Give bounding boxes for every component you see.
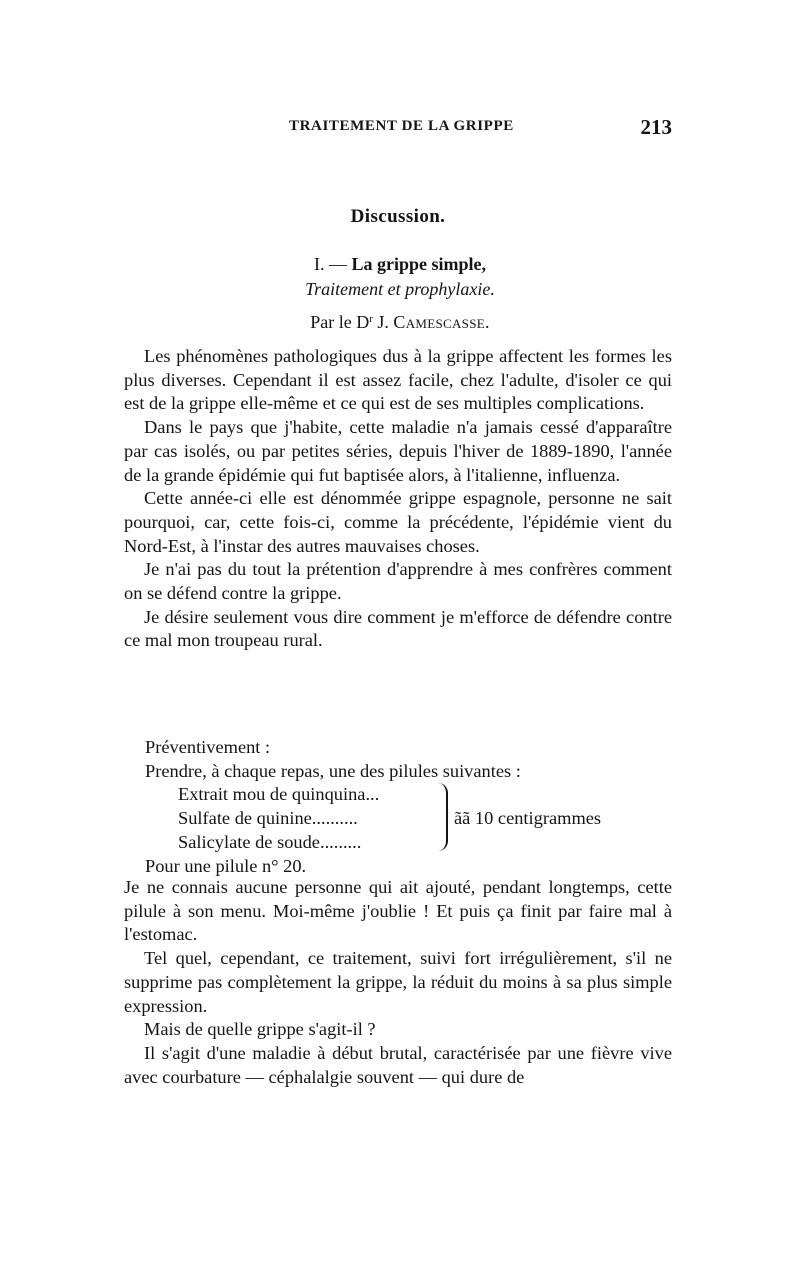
ingredient: Extrait mou de quinquina...: [178, 784, 380, 805]
byline-sup: r: [369, 313, 373, 325]
article-title-text: La grippe simple,: [351, 254, 486, 274]
formula-dose: ãã 10 centigrammes: [454, 808, 602, 829]
section-heading: [0, 206, 800, 228]
body-text-before: [124, 345, 672, 653]
ingredient: Salicylate de soude.........: [178, 831, 362, 852]
formula-instruction: Prendre, à chaque repas, une des pilules suivantes :: [145, 760, 521, 781]
running-header: [124, 115, 672, 142]
article-subtitle: Traitement et prophylaxie.: [305, 279, 495, 299]
formula-intro: Préventivement :: [145, 737, 271, 757]
byline-initial: J.: [377, 312, 389, 332]
paragraph: Il s'agit d'une maladie à début brutal, caractérisée par une fièvre vive avec courbature — céphalalgie souvent — qui dure de: [124, 1042, 672, 1087]
page-number: 213: [640, 115, 672, 139]
ingredient-list: [178, 783, 672, 855]
article-number: I. —: [313, 254, 347, 274]
byline-author: Camescasse.: [393, 312, 490, 332]
body-text-after: [124, 876, 672, 1089]
section-heading-text: Discussion.: [350, 206, 446, 227]
article-byline: [0, 312, 800, 333]
paragraph: Dans le pays que j'habite, cette maladie n'a jamais cessé d'apparaître par cas isolés, ou par petites séries, depuis l'hiver de 1889-1890, l'année de la grande épidémie qui fut baptisée alors, à l'italienne, influenza.: [124, 417, 672, 485]
brace-symbol: [436, 783, 448, 851]
paragraph: Je n'ai pas du tout la prétention d'apprendre à mes confrères comment on se défend contre la grippe.: [124, 559, 672, 604]
article-title: [0, 254, 800, 275]
running-title: TRAITEMENT DE LA GRIPPE: [289, 118, 514, 134]
paragraph: Je ne connais aucune personne qui ait ajouté, pendant longtemps, cette pilule à son menu. Moi-même j'oublie ! Et puis ça finit par faire mal à l'estomac.: [124, 877, 672, 945]
paragraph: Mais de quelle grippe s'agit-il ?: [144, 1019, 376, 1040]
paragraph: Tel quel, cependant, ce traitement, suivi fort irrégulièrement, s'il ne supprime pas complètement la grippe, la réduit du moins à sa plus simple expression.: [124, 948, 672, 1016]
paragraph: Je désire seulement vous dire comment je m'efforce de défendre contre ce mal mon troupeau rural.: [124, 606, 672, 651]
ingredient: Sulfate de quinine..........: [178, 808, 358, 829]
byline-prefix: Par le D: [310, 312, 370, 332]
prescription-formula: [145, 736, 672, 879]
paragraph: Cette année-ci elle est dénommée grippe espagnole, personne ne sait pourquoi, car, cette fois-ci, comme la précédente, l'épidémie vient du Nord-Est, à l'instar des autres mauvaises choses.: [124, 488, 672, 556]
formula-footer: Pour une pilule n° 20.: [145, 856, 307, 877]
paragraph: Les phénomènes pathologiques dus à la grippe affectent les formes les plus diverses. Cependant il est assez facile, chez l'adulte, d'isoler ce qui est de la grippe elle-même et ce qui est de ses multiples complications.: [124, 346, 672, 414]
